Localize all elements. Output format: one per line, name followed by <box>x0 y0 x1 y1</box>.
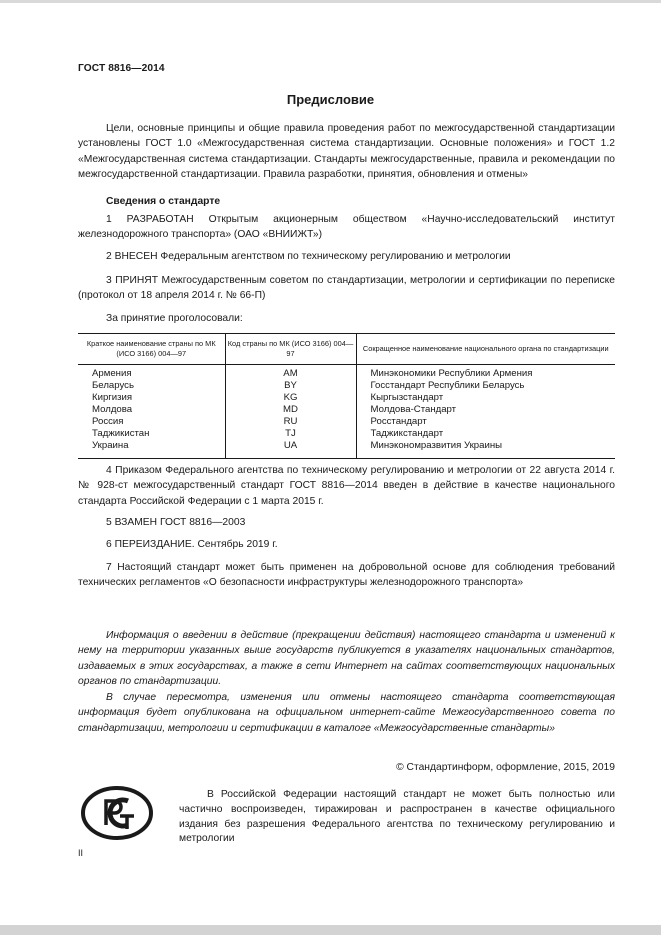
table-row <box>78 392 615 404</box>
standards-body: Кыргызстандарт <box>356 392 615 404</box>
table-header-country: Краткое наименование страны по МК (ИСО 3166) 004—97 <box>78 334 225 365</box>
country-name: Украина <box>92 440 129 451</box>
item-reissue: 6 ПЕРЕИЗДАНИЕ. Сентябрь 2019 г. <box>106 539 278 550</box>
country-name: Киргизия <box>92 392 133 403</box>
table-header-row <box>78 334 615 365</box>
reproduction-notice: В Российской Федерации настоящий стандарт не может быть полностью или частично воспроизведен, тиражирован и распространен в качестве официального издания без разрешения Федерального агентства по техническому регулированию и метрологии <box>179 789 615 845</box>
section-heading: Сведения о стандарте <box>106 196 221 207</box>
page-title: Предисловие <box>286 92 375 107</box>
country-code: TJ <box>225 428 356 440</box>
standards-body: Молдова-Стандарт <box>356 404 615 416</box>
item-adopted: 3 ПРИНЯТ Межгосударственным советом по стандартизации, метрологии и сертификации по переписке (протокол от 18 апреля 2014 г. № 66-П) <box>78 275 615 302</box>
info-note-introduction: Информация о введении в действие (прекращении действия) настоящего стандарта и изменений к нему на территории указанных выше государств публикуется в указателях национальных стандартов, издаваемых в этих государствах, а также в сети Интернет на сайтах соответствующих национальных органов по стандартизации. <box>78 630 615 687</box>
item-introduced: 2 ВНЕСЕН Федеральным агентством по техническому регулированию и метрологии <box>106 251 511 262</box>
country-code: MD <box>225 404 356 416</box>
country-code: UA <box>225 440 356 459</box>
page-top-edge <box>0 0 661 3</box>
table-row <box>78 428 615 440</box>
country-name: Таджикистан <box>92 428 150 439</box>
table-row <box>78 365 615 381</box>
item-order: 4 Приказом Федерального агентства по техническому регулированию и метрологии от 22 августа 2014 г. № 928-ст межгосударственный стандарт ГОСТ 8816—2014 введен в действие в качестве национального стандарта Российской Федерации с 1 марта 2015 г. <box>78 465 615 507</box>
page-bottom-edge <box>0 925 661 935</box>
country-code: AM <box>225 365 356 381</box>
country-name: Россия <box>92 416 124 427</box>
standards-body: Таджикстандарт <box>356 428 615 440</box>
country-name: Беларусь <box>92 380 134 391</box>
country-name: Армения <box>92 368 132 379</box>
country-code: BY <box>225 380 356 392</box>
table-header-body: Сокращенное наименование национального органа по стандартизации <box>356 334 615 365</box>
standards-body: Минэкономики Республики Армения <box>356 365 615 381</box>
table-row <box>78 416 615 428</box>
standards-body: Минэкономразвития Украины <box>356 440 615 459</box>
item-replaces: 5 ВЗАМЕН ГОСТ 8816—2003 <box>106 517 246 528</box>
country-code: RU <box>225 416 356 428</box>
standards-body: Госстандарт Республики Беларусь <box>356 380 615 392</box>
country-code: KG <box>225 392 356 404</box>
item-voluntary: 7 Настоящий стандарт может быть применен на добровольной основе для соблюдения требований технических регламентов «О безопасности инфраструктуры железнодорожного транспорта» <box>78 562 615 589</box>
table-row <box>78 404 615 416</box>
document-header: ГОСТ 8816—2014 <box>78 63 165 74</box>
table-header-code: Код страны по МК (ИСО 3166) 004—97 <box>225 334 356 365</box>
table-row <box>78 380 615 392</box>
standards-body: Росстандарт <box>356 416 615 428</box>
voted-label: За принятие проголосовали: <box>106 313 243 324</box>
intro-paragraph: Цели, основные принципы и общие правила проведения работ по межгосударственной стандартизации установлены ГОСТ 1.0 «Межгосударственная система стандартизации. Основные положения» и ГОСТ 1.2 «Межгосударственная система стандартизации. Стандарты межгосударственные, правила и рекомендации по межгосударственной стандартизации. Правила разработки, принятия, обновления и отмены» <box>78 123 615 180</box>
item-developed: 1 РАЗРАБОТАН Открытым акционерным обществом «Научно-исследовательский институт железнодорожного транспорта» (ОАО «ВНИИЖТ») <box>78 214 615 241</box>
voting-table <box>78 333 615 459</box>
copyright-line: © Стандартинформ, оформление, 2015, 2019 <box>396 762 615 773</box>
rst-certification-mark-icon <box>80 785 154 841</box>
page-number: II <box>78 848 84 858</box>
country-name: Молдова <box>92 404 133 415</box>
info-note-revision: В случае пересмотра, изменения или отмены настоящего стандарта соответствующая информация будет опубликована на официальном интернет-сайте Межгосударственного совета по стандартизации, метрологии и сертификации в каталоге «Межгосударственные стандарты» <box>78 692 615 734</box>
table-row <box>78 440 615 459</box>
